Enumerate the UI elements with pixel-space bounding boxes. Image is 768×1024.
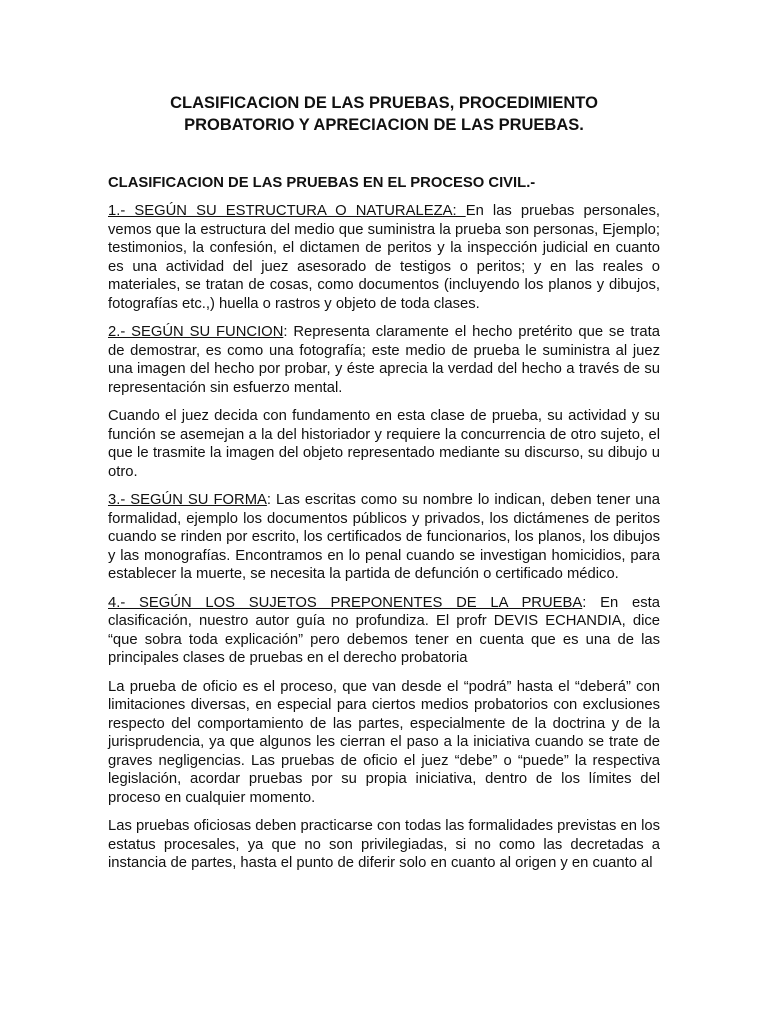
paragraph-7-text: Las pruebas oficiosas deben practicarse con todas las formalidades previstas en los estatus procesales, ya que no son privilegiadas, si no como las decretadas a instancia de partes, hasta el punto de diferir solo en cuanto al origen y en cuanto al xyxy=(108,818,660,871)
paragraph-5-text: : En esta clasificación, nuestro autor guía no profundiza. El profr DEVIS ECHANDIA, dice “que sobra toda explicación” pero debemos tener en cuenta que es una de las principales clases de pruebas en el derecho probatoria xyxy=(108,594,660,666)
title-line-1: CLASIFICACION DE LAS PRUEBAS, PROCEDIMIENTO xyxy=(170,94,598,112)
paragraph-4-text: : Las escritas como su nombre lo indican, deben tener una formalidad, ejemplo los documentos públicos y privados, los dictámenes de peritos cuando se rinden por escrito, los certificados de funcionarios, los planos, los dibujos y las monografías. Encontramos en lo penal cuando se investigan homicidios, para establecer la muerte, se necesita la partida de defunción o certificado médico. xyxy=(108,492,660,582)
paragraph-3-text: Cuando el juez decida con fundamento en esta clase de prueba, su actividad y su función se asemejan a la del historiador y requiere la concurrencia de otro sujeto, el que le trasmite la imagen del objeto representado mediante su discurso, su dibujo u otro. xyxy=(108,408,660,480)
document-title xyxy=(108,92,660,136)
paragraph-3 xyxy=(108,407,660,481)
paragraph-1 xyxy=(108,202,660,313)
paragraph-6-text: La prueba de oficio es el proceso, que van desde el “podrá” hasta el “deberá” con limitaciones diversas, en especial para ciertos medios probatorios con exclusiones respecto del comportamiento de las partes, especialmente de la doctrina y de la jurisprudencia, ya que algunos les cierran el paso a la iniciativa cuando se trate de graves negligencias. Las pruebas de oficio el juez “debe” o “puede” la respectiva legislación, acordar pruebas por su propia iniciativa, dentro de los límites del proceso en cualquier momento. xyxy=(108,678,660,806)
paragraph-7 xyxy=(108,817,660,873)
paragraph-2-lead: 2.- SEGÚN SU FUNCION xyxy=(108,324,284,340)
section-heading: CLASIFICACION DE LAS PRUEBAS EN EL PROCESO CIVIL.- xyxy=(108,175,536,191)
paragraph-5 xyxy=(108,594,660,668)
title-line-2: PROBATORIO Y APRECIACION DE LAS PRUEBAS. xyxy=(184,116,584,134)
paragraph-1-lead: 1.- SEGÚN SU ESTRUCTURA O NATURALEZA: xyxy=(108,203,466,219)
paragraph-2 xyxy=(108,323,660,397)
paragraph-4-lead: 3.- SEGÚN SU FORMA xyxy=(108,492,267,508)
paragraph-4 xyxy=(108,491,660,584)
paragraph-2-text: : Representa claramente el hecho pretérito que se trata de demostrar, es como una fotografía; este medio de prueba le suministra al juez una imagen del hecho por probar, y éste aprecia la verdad del hecho a través de su representación sin esfuerzo mental. xyxy=(108,324,660,396)
paragraph-1-text: En las pruebas personales, vemos que la estructura del medio que suministra la prueba son personas, Ejemplo; testimonios, la confesión, el dictamen de peritos y la inspección judicial en cuanto es una actividad del juez asesorado de testigos o peritos; y en las reales o materiales, se tratan de cosas, como documentos (incluyendo los planos y dibujos, fotografías etc.,) huella o rastros y objeto de toda clases. xyxy=(108,203,660,312)
paragraph-5-lead: 4.- SEGÚN LOS SUJETOS PREPONENTES DE LA PRUEBA xyxy=(108,594,583,611)
paragraph-6 xyxy=(108,678,660,808)
